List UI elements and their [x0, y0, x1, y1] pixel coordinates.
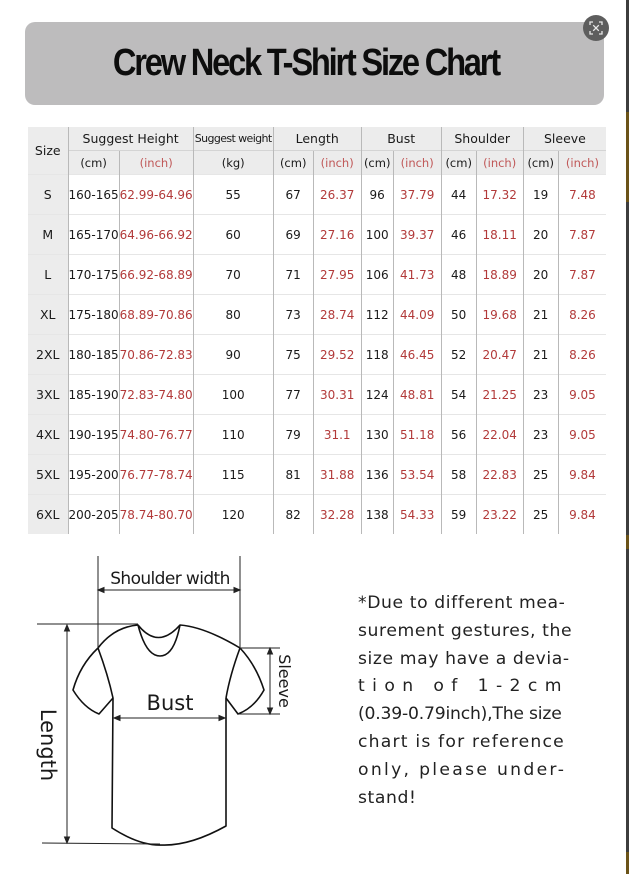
cell-shoulder-in: 22.83	[476, 455, 523, 495]
cell-size: 5XL	[28, 455, 68, 495]
table-row	[28, 415, 606, 455]
unit-height-inch: (inch)	[119, 151, 193, 175]
cell-bust-in: 53.54	[393, 455, 441, 495]
cell-sleeve-cm: 23	[523, 415, 558, 455]
cell-bust-cm: 136	[361, 455, 393, 495]
title-banner	[25, 22, 604, 105]
cell-length-cm: 73	[273, 295, 313, 335]
cell-sleeve-cm: 25	[523, 455, 558, 495]
cell-bust-in: 44.09	[393, 295, 441, 335]
cell-length-in: 31.1	[313, 415, 361, 455]
unit-height-cm: (cm)	[68, 151, 119, 175]
cell-bust-cm: 100	[361, 215, 393, 255]
cell-height-cm: 175-180	[68, 295, 119, 335]
cell-size: XL	[28, 295, 68, 335]
note-line: *Due to different mea-	[358, 593, 566, 613]
cell-bust-in: 37.79	[393, 175, 441, 215]
table-row	[28, 175, 606, 215]
cell-bust-cm: 130	[361, 415, 393, 455]
cell-size: 6XL	[28, 495, 68, 535]
header-suggest-weight: Suggest weight	[193, 127, 273, 151]
unit-bust-cm: (cm)	[361, 151, 393, 175]
cell-bust-cm: 112	[361, 295, 393, 335]
cell-height-in: 62.99-64.96	[119, 175, 193, 215]
unit-sleeve-cm: (cm)	[523, 151, 558, 175]
cell-weight-kg: 80	[193, 295, 273, 335]
cell-shoulder-cm: 44	[441, 175, 476, 215]
cell-shoulder-in: 17.32	[476, 175, 523, 215]
cell-sleeve-in: 9.05	[558, 415, 606, 455]
unit-sleeve-inch: (inch)	[558, 151, 606, 175]
close-x-icon	[588, 20, 604, 36]
cell-height-cm: 190-195	[68, 415, 119, 455]
cell-height-cm: 160-165	[68, 175, 119, 215]
close-button[interactable]	[583, 15, 609, 41]
label-shoulder-width: Shoulder width	[110, 569, 230, 589]
header-row-units	[28, 151, 606, 175]
tshirt-measurement-diagram	[0, 540, 330, 874]
table-row	[28, 215, 606, 255]
cell-shoulder-in: 22.04	[476, 415, 523, 455]
cell-shoulder-in: 18.11	[476, 215, 523, 255]
cell-sleeve-in: 7.87	[558, 255, 606, 295]
cell-size: L	[28, 255, 68, 295]
unit-weight-kg: (kg)	[193, 151, 273, 175]
unit-length-inch: (inch)	[313, 151, 361, 175]
header-suggest-height: Suggest Height	[68, 127, 193, 151]
cell-sleeve-in: 7.87	[558, 215, 606, 255]
cell-shoulder-cm: 52	[441, 335, 476, 375]
note-line: only, please under-	[358, 759, 567, 780]
cell-length-in: 29.52	[313, 335, 361, 375]
table-row	[28, 455, 606, 495]
table-body	[28, 175, 606, 535]
cell-bust-cm: 124	[361, 375, 393, 415]
cell-bust-in: 46.45	[393, 335, 441, 375]
note-line: chart is for reference	[358, 731, 565, 752]
tshirt-outline-icon	[73, 625, 264, 845]
cell-size: M	[28, 215, 68, 255]
cell-bust-cm: 96	[361, 175, 393, 215]
unit-bust-inch: (inch)	[393, 151, 441, 175]
cell-length-cm: 75	[273, 335, 313, 375]
cell-height-in: 66.92-68.89	[119, 255, 193, 295]
cell-length-cm: 82	[273, 495, 313, 535]
label-sleeve: Sleeve	[275, 654, 294, 708]
cell-sleeve-cm: 20	[523, 215, 558, 255]
table-row	[28, 255, 606, 295]
cell-sleeve-cm: 19	[523, 175, 558, 215]
cell-height-in: 64.96-66.92	[119, 215, 193, 255]
header-size: Size	[28, 127, 68, 175]
cell-height-cm: 180-185	[68, 335, 119, 375]
cell-height-cm: 195-200	[68, 455, 119, 495]
cell-bust-in: 51.18	[393, 415, 441, 455]
note-line: size may have a devia-	[358, 648, 570, 669]
cell-length-in: 31.88	[313, 455, 361, 495]
cell-sleeve-cm: 21	[523, 335, 558, 375]
cell-shoulder-cm: 48	[441, 255, 476, 295]
table-row	[28, 335, 606, 375]
header-length: Length	[273, 127, 361, 151]
cell-height-in: 72.83-74.80	[119, 375, 193, 415]
cell-height-in: 74.80-76.77	[119, 415, 193, 455]
header-bust: Bust	[361, 127, 441, 151]
unit-shoulder-inch: (inch)	[476, 151, 523, 175]
cell-length-in: 27.95	[313, 255, 361, 295]
page-title: Crew Neck T-Shirt Size Chart	[112, 42, 499, 84]
measurement-disclaimer	[358, 590, 590, 812]
cell-height-in: 76.77-78.74	[119, 455, 193, 495]
cell-weight-kg: 120	[193, 495, 273, 535]
cell-length-in: 27.16	[313, 215, 361, 255]
cell-shoulder-cm: 59	[441, 495, 476, 535]
cell-length-in: 32.28	[313, 495, 361, 535]
cell-length-in: 30.31	[313, 375, 361, 415]
cell-length-cm: 79	[273, 415, 313, 455]
cell-bust-cm: 106	[361, 255, 393, 295]
cell-size: S	[28, 175, 68, 215]
cell-shoulder-in: 20.47	[476, 335, 523, 375]
cell-sleeve-in: 9.05	[558, 375, 606, 415]
table-row	[28, 295, 606, 335]
cell-weight-kg: 110	[193, 415, 273, 455]
unit-shoulder-cm: (cm)	[441, 151, 476, 175]
header-shoulder: Shoulder	[441, 127, 523, 151]
cell-height-cm: 170-175	[68, 255, 119, 295]
cell-sleeve-in: 8.26	[558, 295, 606, 335]
label-length: Length	[36, 708, 60, 782]
cell-height-cm: 165-170	[68, 215, 119, 255]
cell-sleeve-cm: 23	[523, 375, 558, 415]
label-bust: Bust	[146, 691, 194, 715]
table-row	[28, 375, 606, 415]
cell-sleeve-in: 9.84	[558, 455, 606, 495]
cell-bust-in: 39.37	[393, 215, 441, 255]
cell-length-in: 26.37	[313, 175, 361, 215]
cell-sleeve-cm: 20	[523, 255, 558, 295]
table-row	[28, 495, 606, 535]
cell-sleeve-in: 9.84	[558, 495, 606, 535]
cell-sleeve-in: 8.26	[558, 335, 606, 375]
cell-shoulder-cm: 50	[441, 295, 476, 335]
cell-shoulder-cm: 54	[441, 375, 476, 415]
size-chart-table	[28, 127, 606, 534]
note-line: tion of 1-2cm	[358, 676, 569, 697]
cell-weight-kg: 70	[193, 255, 273, 295]
cell-bust-in: 41.73	[393, 255, 441, 295]
cell-bust-cm: 118	[361, 335, 393, 375]
cell-length-cm: 81	[273, 455, 313, 495]
cell-weight-kg: 100	[193, 375, 273, 415]
header-sleeve: Sleeve	[523, 127, 606, 151]
cell-bust-in: 48.81	[393, 375, 441, 415]
cell-bust-in: 54.33	[393, 495, 441, 535]
cell-shoulder-cm: 56	[441, 415, 476, 455]
cell-height-cm: 200-205	[68, 495, 119, 535]
cell-shoulder-cm: 58	[441, 455, 476, 495]
cell-size: 2XL	[28, 335, 68, 375]
cell-bust-cm: 138	[361, 495, 393, 535]
cell-length-cm: 69	[273, 215, 313, 255]
cell-shoulder-in: 21.25	[476, 375, 523, 415]
cell-length-cm: 67	[273, 175, 313, 215]
cell-height-in: 68.89-70.86	[119, 295, 193, 335]
cell-sleeve-in: 7.48	[558, 175, 606, 215]
cell-size: 3XL	[28, 375, 68, 415]
cell-height-cm: 185-190	[68, 375, 119, 415]
cell-length-cm: 77	[273, 375, 313, 415]
note-line: (0.39-0.79inch),The size	[358, 704, 562, 725]
note-line: surement gestures, the	[358, 620, 573, 641]
unit-length-cm: (cm)	[273, 151, 313, 175]
note-line: stand!	[358, 787, 417, 808]
cell-shoulder-in: 19.68	[476, 295, 523, 335]
cell-length-in: 28.74	[313, 295, 361, 335]
cell-sleeve-cm: 25	[523, 495, 558, 535]
cell-height-in: 70.86-72.83	[119, 335, 193, 375]
cell-sleeve-cm: 21	[523, 295, 558, 335]
cell-weight-kg: 115	[193, 455, 273, 495]
cell-shoulder-in: 18.89	[476, 255, 523, 295]
header-row-groups	[28, 127, 606, 151]
cell-height-in: 78.74-80.70	[119, 495, 193, 535]
cell-shoulder-cm: 46	[441, 215, 476, 255]
cell-shoulder-in: 23.22	[476, 495, 523, 535]
cell-weight-kg: 60	[193, 215, 273, 255]
cell-weight-kg: 55	[193, 175, 273, 215]
cell-size: 4XL	[28, 415, 68, 455]
cell-weight-kg: 90	[193, 335, 273, 375]
cell-length-cm: 71	[273, 255, 313, 295]
